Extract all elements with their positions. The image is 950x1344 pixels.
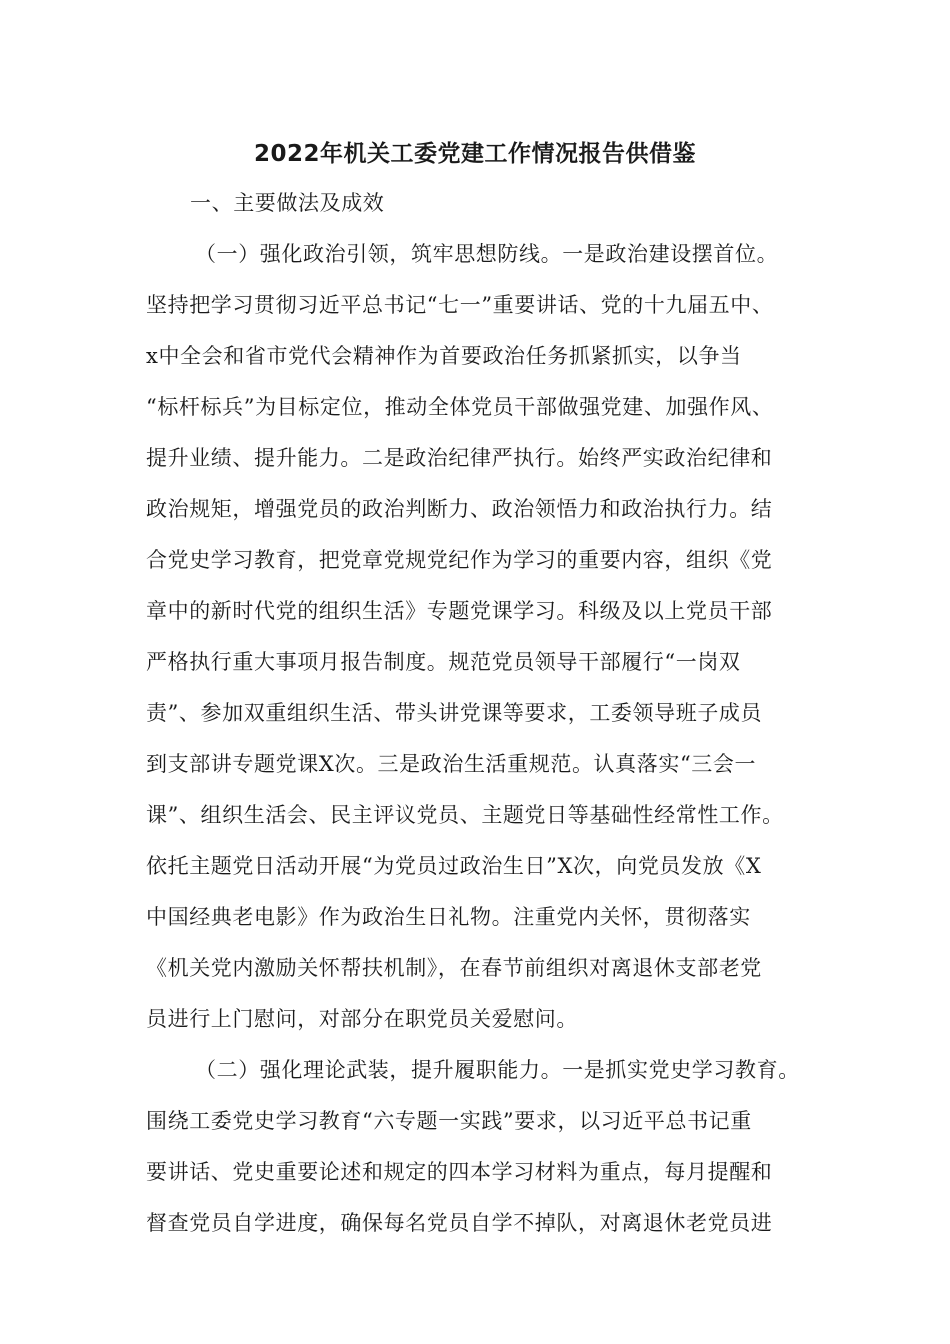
paragraph-line: 责”、参加双重组织生活、带头讲党课等要求，工委领导班子成员 (146, 701, 763, 725)
paragraph-line: 要讲话、党史重要论述和规定的四本学习材料为重点，每月提醒和 (146, 1160, 773, 1184)
paragraph-line: 员进行上门慰问，对部分在职党员关爱慰问。 (146, 1007, 578, 1031)
paragraph-line: 课”、组织生活会、民主评议党员、主题党日等基础性经常性工作。 (146, 803, 784, 827)
paragraph-line: （一）强化政治引领，筑牢思想防线。一是政治建设摆首位。 (195, 242, 779, 266)
paragraph-line: 提升业绩、提升能力。二是政治纪律严执行。始终严实政治纪律和 (146, 446, 773, 470)
paragraph-line: 章中的新时代党的组织生活》专题党课学习。科级及以上党员干部 (146, 599, 773, 623)
paragraph-line: 合党史学习教育，把党章党规党纪作为学习的重要内容，组织《党 (146, 548, 773, 572)
paragraph-line: 《机关党内激励关怀帮扶机制》，在春节前组织对离退休支部老党 (146, 956, 762, 980)
paragraph-line: 中国经典老电影》作为政治生日礼物。注重党内关怀，贯彻落实 (146, 905, 751, 929)
paragraph-line: 依托主题党日活动开展“为党员过政治生日”X次，向党员发放《X (146, 854, 762, 878)
paragraph-line: “标杆标兵”为目标定位，推动全体党员干部做强党建、加强作风、 (146, 395, 774, 419)
paragraph-line: x中全会和省市党代会精神作为首要政治任务抓紧抓实，以争当 (146, 344, 742, 368)
paragraph-line: 围绕工委党史学习教育“六专题一实践”要求，以习近平总书记重 (146, 1109, 752, 1133)
paragraph-line: 坚持把学习贯彻习近平总书记“七一”重要讲话、党的十九届五中、 (146, 293, 774, 317)
section-heading: 一、主要做法及成效 (190, 191, 385, 215)
paragraph-line: 到支部讲专题党课X次。三是政治生活重规范。认真落实“三会一 (146, 752, 757, 776)
paragraph-line: 严格执行重大事项月报告制度。规范党员领导干部履行“一岗双 (146, 650, 741, 674)
paragraph-line: （二）强化理论武装，提升履职能力。一是抓实党史学习教育。 (195, 1058, 800, 1082)
paragraph-line: 督查党员自学进度，确保每名党员自学不掉队，对离退休老党员进 (146, 1211, 773, 1235)
document-title: 2022年机关工委党建工作情况报告供借鉴 (253, 141, 696, 167)
paragraph-line: 政治规矩，增强党员的政治判断力、政治领悟力和政治执行力。结 (146, 497, 773, 521)
